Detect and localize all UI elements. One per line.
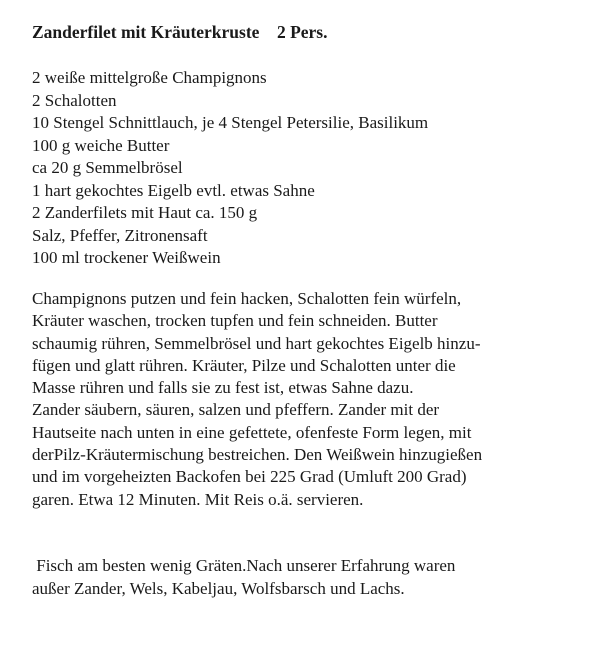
preparation-line: Champignons putzen und fein hacken, Schalotten fein würfeln, [32,289,462,308]
preparation-line: Zander säubern, säuren, salzen und pfeffern. Zander mit der [32,400,440,420]
fish-note [32,554,455,600]
preparation-line: derPilz-Kräutermischung bestreichen. Den Weißwein hinzugießen [32,445,483,465]
preparation-line: garen. Etwa 12 Minuten. Mit Reis o.ä. servieren. [32,489,364,509]
preparation-line: Kräuter waschen, trocken tupfen und fein schneiden. Butter [32,311,438,331]
preparation-paragraph [32,288,482,511]
ingredient-item: Salz, Pfeffer, Zitronensaft [32,225,208,245]
ingredient-item: 10 Stengel Schnittlauch, je 4 Stengel Petersilie, Basilikum [32,113,429,132]
note-line: außer Zander, Wels, Kabeljau, Wolfsbarsch und Lachs. [32,579,405,598]
ingredient-item: 100 g weiche Butter [32,135,170,155]
recipe-document [32,20,592,598]
ingredient-item: 2 weiße mittelgroße Champignons [32,68,267,87]
ingredient-item: ca 20 g Semmelbrösel [32,158,183,177]
recipe-title: Zanderfilet mit Kräuterkruste 2 Pers. [32,22,328,42]
ingredient-item: 100 ml trockener Weißwein [32,248,221,267]
ingredient-list [32,67,428,270]
preparation-line: Hautseite nach unten in eine gefettete, ofenfeste Form legen, mit [32,422,472,442]
ingredient-item: 2 Schalotten [32,90,117,110]
preparation-line: Masse rühren und falls sie zu fest ist, etwas Sahne dazu. [32,378,414,398]
preparation-line: fügen und glatt rühren. Kräuter, Pilze und Schalotten unter die [32,355,456,375]
ingredient-item: 1 hart gekochtes Eigelb evtl. etwas Sahne [32,180,315,200]
note-line: Fisch am besten wenig Gräten.Nach unserer Erfahrung waren [32,556,456,575]
preparation-line: schaumig rühren, Semmelbrösel und hart gekochtes Eigelb hinzu- [32,333,481,353]
preparation-line: und im vorgeheizten Backofen bei 225 Grad (Umluft 200 Grad) [32,467,467,487]
ingredient-item: 2 Zanderfilets mit Haut ca. 150 g [32,203,258,222]
